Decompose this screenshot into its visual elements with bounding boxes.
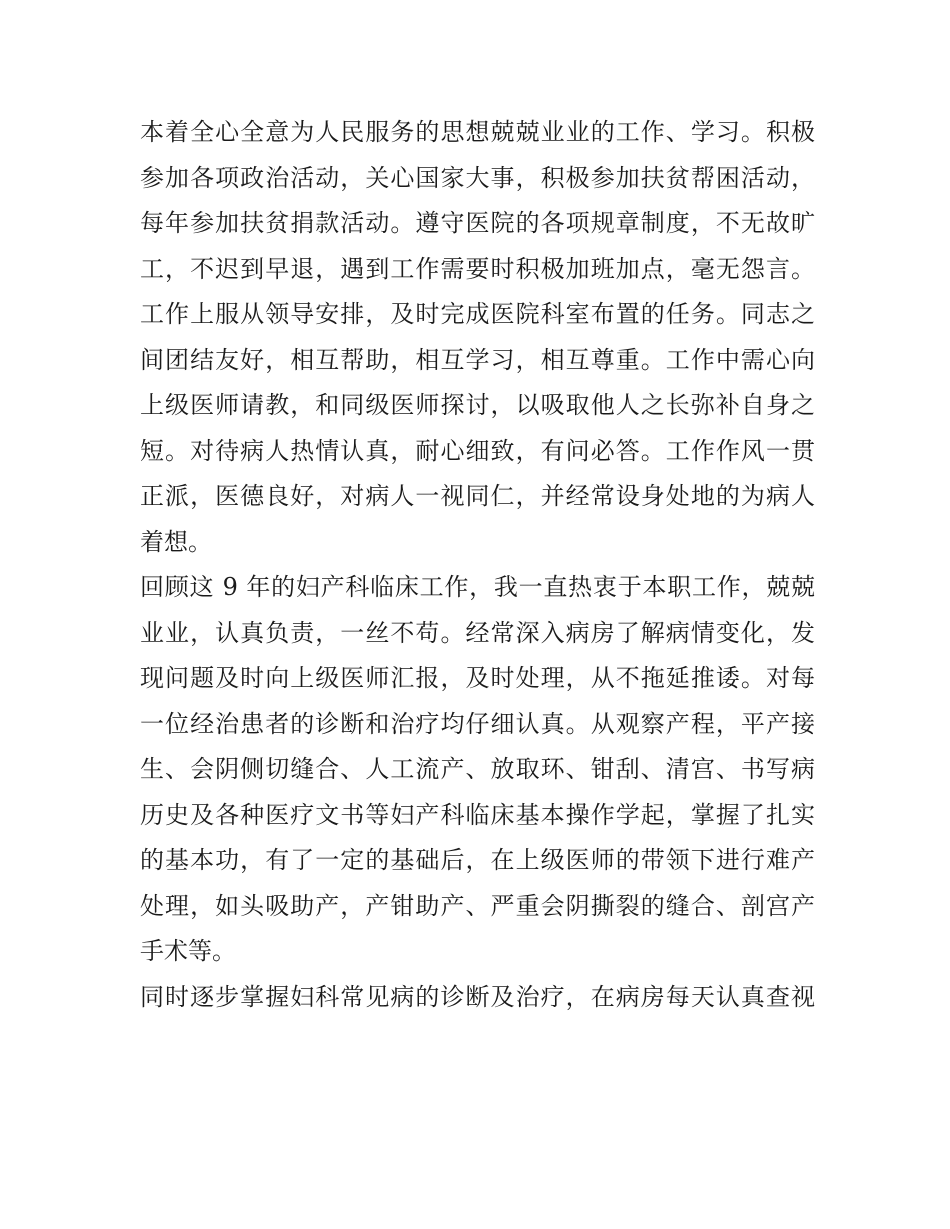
text-line: 历史及各种医疗文书等妇产科临床基本操作学起，掌握了扎实 — [140, 800, 815, 829]
text-line: 本着全心全意为人民服务的思想兢兢业业的工作、学习。积极 — [140, 118, 815, 146]
text-line: 同时逐步掌握妇科常见病的诊断及治疗，在病房每天认真查视 — [140, 982, 815, 1011]
text-line: 正派，医德良好，对病人一视同仁，并经常设身处地的为病人 — [140, 482, 815, 510]
body-text — [140, 110, 815, 1020]
text-line: 一位经治患者的诊断和治疗均仔细认真。从观察产程，平产接 — [140, 709, 815, 738]
text-line: 的基本功，有了一定的基础后，在上级医师的带领下进行难产 — [140, 846, 815, 874]
text-line: 工，不迟到早退，遇到工作需要时积极加班加点，毫无怨言。 — [140, 254, 815, 283]
text-line: 现问题及时向上级医师汇报，及时处理，从不拖延推诿。对每 — [140, 664, 815, 692]
text-line: 参加各项政治活动，关心国家大事，积极参加扶贫帮困活动， — [140, 163, 815, 192]
text-line: 回顾这 9 年的妇产科临床工作，我一直热衷于本职工作，兢兢 — [140, 573, 815, 601]
text-line: 短。对待病人热情认真，耐心细致，有问必答。工作作风一贯 — [140, 436, 815, 465]
text-line: 每年参加扶贫捐款活动。遵守医院的各项规章制度，不无故旷 — [140, 209, 815, 237]
text-line: 工作上服从领导安排，及时完成医院科室布置的任务。同志之 — [140, 300, 815, 328]
text-line: 业业，认真负责，一丝不苟。经常深入病房了解病情变化，发 — [140, 618, 815, 647]
text-line: 着想。 — [140, 527, 212, 556]
text-line: 生、会阴侧切缝合、人工流产、放取环、钳刮、清宫、书写病 — [140, 755, 815, 783]
text-line: 间团结友好，相互帮助，相互学习，相互尊重。工作中需心向 — [140, 345, 815, 374]
text-line: 上级医师请教，和同级医师探讨，以吸取他人之长弥补自身之 — [140, 391, 815, 419]
text-line: 手术等。 — [140, 937, 236, 965]
text-line: 处理，如头吸助产，产钳助产、严重会阴撕裂的缝合、剖宫产 — [140, 891, 815, 920]
